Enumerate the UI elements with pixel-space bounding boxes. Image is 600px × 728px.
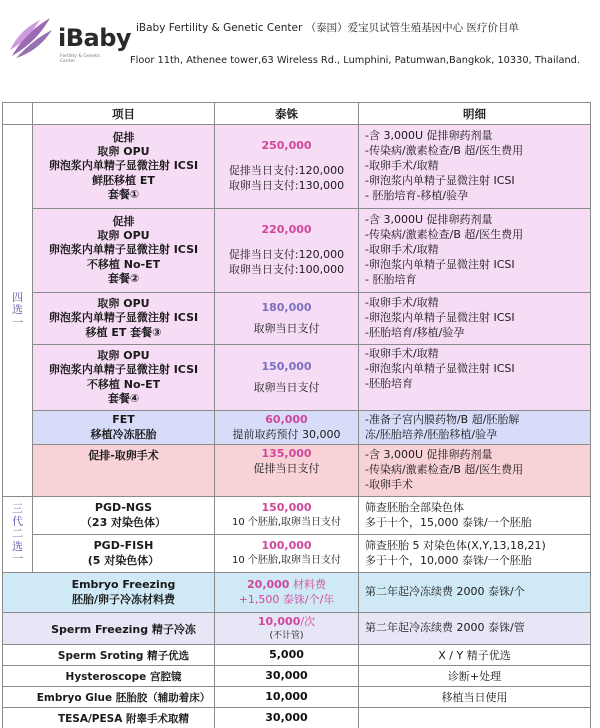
package-1-price: 250,000 促排当日支付:120,000 取卵当日支付:130,000	[215, 125, 359, 209]
column-header-detail: 明细	[359, 103, 591, 125]
group-header-cell	[3, 103, 33, 125]
tesa-pesa-detail	[359, 708, 591, 728]
clinic-address: Floor 11th, Athenee tower,63 Wireless Rd., Lumphini, Patumwan,Bangkok, 10330, Thailand.	[130, 55, 580, 66]
stim-price: 135,000 促排当日支付	[215, 445, 359, 497]
table-row	[3, 293, 591, 345]
sperm-freezing-item: Sperm Freezing 精子冷冻	[3, 613, 215, 645]
hysteroscope-item: Hysteroscope 宫腔镜	[3, 666, 215, 687]
table-row	[3, 687, 591, 708]
sperm-sorting-item: Sperm Sroting 精子优选	[3, 645, 215, 666]
tesa-pesa-item: TESA/PESA 附睾手术取精	[3, 708, 215, 728]
price-table	[2, 102, 591, 728]
sperm-sorting-price: 5,000	[215, 645, 359, 666]
pgd-ngs-price: 150,000 10 个胚胎,取卵当日支付	[215, 497, 359, 535]
package-2-price: 220,000 促排当日支付:120,000 取卵当日支付:100,000	[215, 209, 359, 293]
package-3-price: 180,000 取卵当日支付	[215, 293, 359, 345]
pgd-ngs-details: 筛查胚胎全部染色体 多于十个，15,000 泰铢/一个胚胎	[359, 497, 591, 535]
package-2-details: -含 3,000U 促排卵药剂量 -传染病/激素检查/B 超/医生费用 -取卵手术/取精 -卵泡浆内单精子显微注射 ICSI - 胚胎培育	[359, 209, 591, 293]
table-row	[3, 708, 591, 728]
group-label-pgd-choose-one: 三 代 二 选 一	[3, 497, 33, 573]
table-row	[3, 645, 591, 666]
table-row	[3, 573, 591, 613]
table-row	[3, 209, 591, 293]
fet-price: 60,000 提前取药预付 30,000	[215, 411, 359, 445]
pgd-ngs-item: PGD-NGS （23 对染色体）	[33, 497, 215, 535]
package-1-details: -含 3,000U 促排卵药剂量 -传染病/激素检查/B 超/医生费用 -取卵手术/取精 -卵泡浆内单精子显微注射 ICSI - 胚胎培育-移植/验孕	[359, 125, 591, 209]
column-header-item: 项目	[33, 103, 215, 125]
hysteroscope-detail: 诊断+处理	[359, 666, 591, 687]
package-3-details: -取卵手术/取精 -卵泡浆内单精子显微注射 ICSI -胚胎培育/移植/验孕	[359, 293, 591, 345]
pgd-fish-details: 筛查胚胎 5 对染色体(X,Y,13,18,21) 多于十个，10,000 泰铢/一个胚胎	[359, 535, 591, 573]
sperm-freezing-price: 10,000/次 (不计管)	[215, 613, 359, 645]
embryo-freezing-item: Embryo Freezing 胚胎/卵子冷冻材料费	[3, 573, 215, 613]
document-title: iBaby Fertility & Genetic Center （泰国）爱宝贝试管生殖基因中心 医疗价目单	[136, 22, 519, 34]
table-row	[3, 411, 591, 445]
pgd-fish-item: PGD-FISH (5 对染色体）	[33, 535, 215, 573]
logo-wordmark: iBaby	[58, 24, 132, 52]
table-row	[3, 535, 591, 573]
group-label-four-choose-one: 四 选 一	[3, 125, 33, 497]
embryo-freezing-detail: 第二年起冷冻续费 2000 泰铢/个	[359, 573, 591, 613]
stim-details: -含 3,000U 促排卵药剂量 -传染病/激素检查/B 超/医生费用 -取卵手术	[359, 445, 591, 497]
document-header	[0, 0, 600, 92]
sperm-freezing-detail: 第二年起冷冻续费 2000 泰铢/管	[359, 613, 591, 645]
embryo-glue-detail: 移植当日使用	[359, 687, 591, 708]
table-row	[3, 445, 591, 497]
tesa-pesa-price: 30,000	[215, 708, 359, 728]
embryo-freezing-price: 20,000 材料费 +1,500 泰铢/个/年	[215, 573, 359, 613]
table-row	[3, 613, 591, 645]
logo-subtitle: Fertility & Genetic Center	[60, 54, 101, 64]
table-row	[3, 497, 591, 535]
table-row	[3, 345, 591, 411]
package-4-item: 取卵 OPU 卵泡浆内单精子显微注射 ICSI 不移植 No-ET 套餐④	[33, 345, 215, 411]
flower-logo-icon	[6, 12, 56, 62]
package-4-price: 150,000 取卵当日支付	[215, 345, 359, 411]
sperm-sorting-detail: X / Y 精子优选	[359, 645, 591, 666]
package-1-item: 促排 取卵 OPU 卵泡浆内单精子显微注射 ICSI 鲜胚移植 ET 套餐①	[33, 125, 215, 209]
pgd-fish-price: 100,000 10 个胚胎,取卵当日支付	[215, 535, 359, 573]
table-header-row	[3, 103, 591, 125]
ibaby-logo	[6, 10, 132, 70]
fet-item: FET 移植冷冻胚胎	[33, 411, 215, 445]
package-2-item: 促排 取卵 OPU 卵泡浆内单精子显微注射 ICSI 不移植 No-ET 套餐②	[33, 209, 215, 293]
hysteroscope-price: 30,000	[215, 666, 359, 687]
table-row	[3, 666, 591, 687]
embryo-glue-price: 10,000	[215, 687, 359, 708]
stim-item: 促排-取卵手术	[33, 445, 215, 497]
embryo-glue-item: Embryo Glue 胚胎胶（辅助着床）	[3, 687, 215, 708]
table-row	[3, 125, 591, 209]
package-3-item: 取卵 OPU 卵泡浆内单精子显微注射 ICSI 移植 ET 套餐③	[33, 293, 215, 345]
fet-details: -准备子宫内膜药物/B 超/胚胎解 冻/胚胎培养/胚胎移植/验孕	[359, 411, 591, 445]
column-header-price: 泰铢	[215, 103, 359, 125]
package-4-details: -取卵手术/取精 -卵泡浆内单精子显微注射 ICSI -胚胎培育	[359, 345, 591, 411]
